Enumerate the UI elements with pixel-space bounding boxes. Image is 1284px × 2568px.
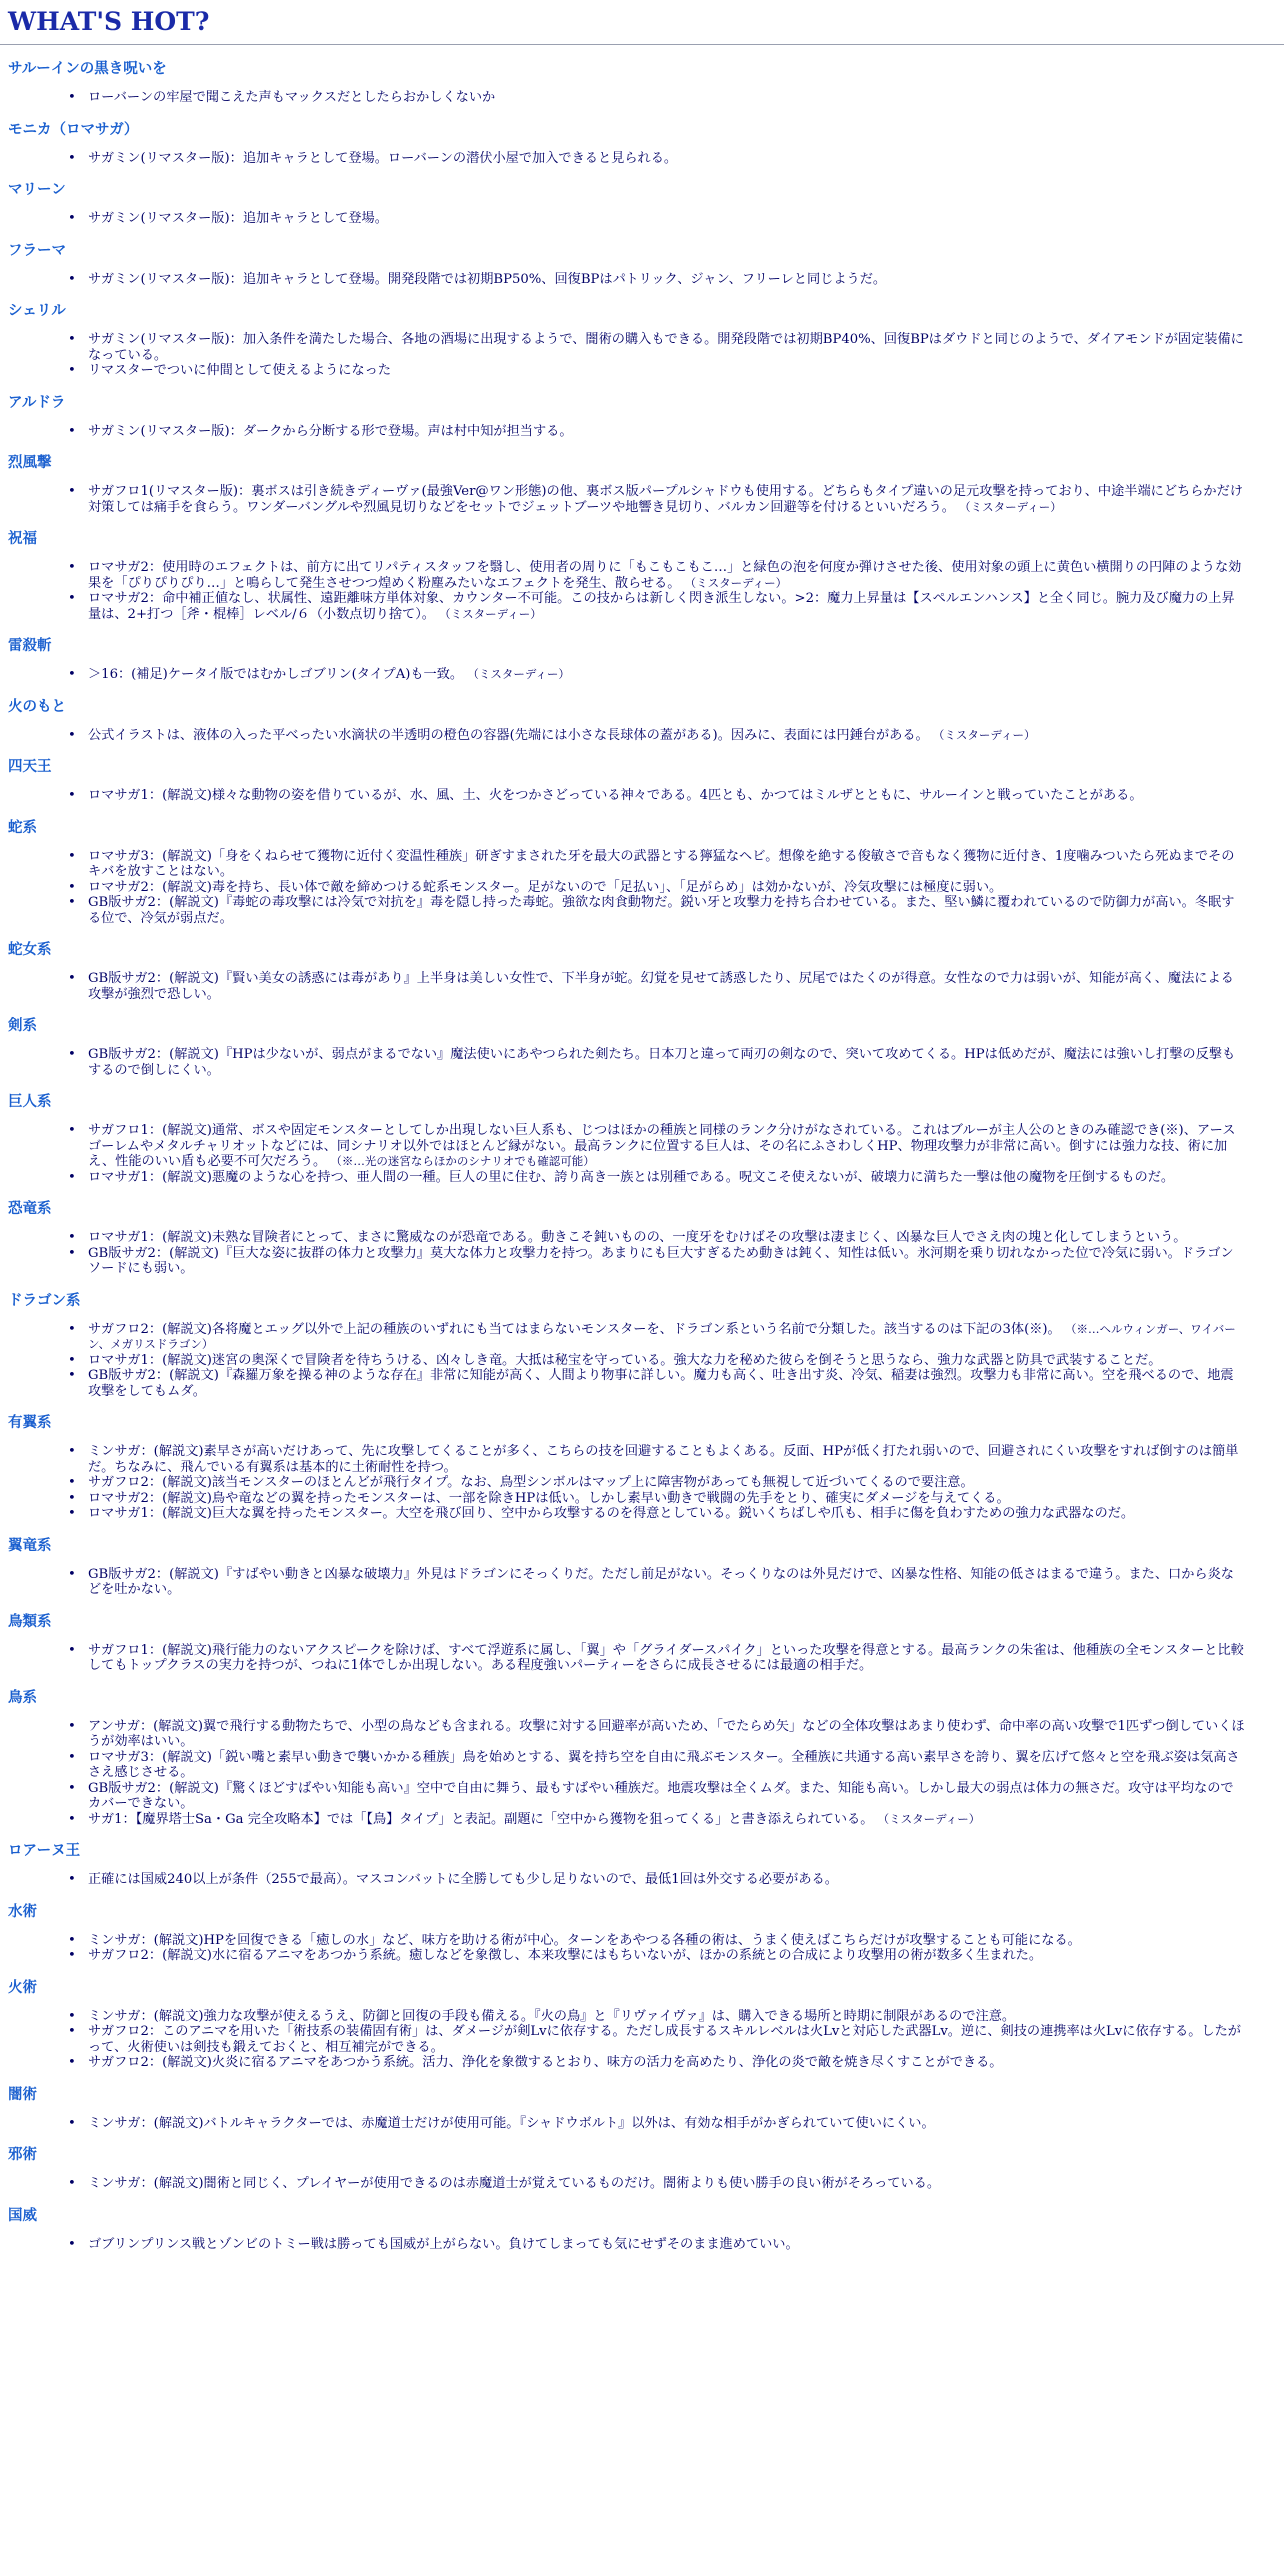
entry-text: ＞16：(補足)ケータイ版ではむかしゴブリン(タイプA)も一致。 bbox=[88, 667, 464, 682]
entry-list bbox=[8, 1933, 1276, 1964]
entry-item bbox=[8, 667, 1276, 683]
entry-text: GB版サガ2：(解説文)『毒蛇の毒攻撃には冷気で対抗を』毒を隠し持った毒蛇。強欲な肉食動物だ。鋭い牙と攻撃力を持ち合わせている。また、堅い鱗に覆われているので防御力が高い。冬眠する位で、冷気が弱点だ。 bbox=[88, 895, 1235, 926]
entry-item bbox=[8, 2024, 1276, 2055]
section-heading[interactable]: 火のもと bbox=[8, 698, 66, 715]
entry-text: GB版サガ2：(解説文)『HPは少ないが、弱点がまるでない』魔法使いにあやつられた剣たち。日本刀と違って両刃の剣なので、突いて攻めてくる。HPは低めだが、魔法には強いし打撃の反撃もするので倒しにくい。 bbox=[88, 1047, 1236, 1078]
entry-source: （ミスターディー） bbox=[467, 667, 570, 681]
entry-item bbox=[8, 971, 1276, 1002]
entry-text: サガフロ2：(解説文)火炎に宿るアニマをあつかう系統。活力、浄化を象徴するとおり、味方の活力を高めたり、浄化の炎で敵を焼き尽くすことができる。 bbox=[88, 2055, 1003, 2070]
entry-list bbox=[8, 1322, 1276, 1400]
entry-text: サガミン(リマスター版)：追加キャラとして登場。 bbox=[88, 211, 388, 226]
section-heading[interactable]: 闇術 bbox=[8, 2086, 37, 2103]
entry-item bbox=[8, 1781, 1276, 1812]
entry-text: ロマサガ2：命中補正値なし、状属性、遠距離味方単体対象、カウンター不可能。この技からは新しく閃き派生しない。>2：魔力上昇量は【スペルエンハンス】と全く同じ。腕力及び魔力の上昇量は、2+打つ［斧・棍棒］レベル/６（小数点切り捨て）。 bbox=[88, 591, 1235, 622]
entry-item bbox=[8, 2055, 1276, 2071]
entry-text: ロマサガ2：使用時のエフェクトは、前方に出てリパティスタッフを翳し、使用者の周りに「もこもこもこ…」と緑色の泡を何度か弾けさせた後、使用対象の頭上に黄色い横開りの円陣のような効果を「ぴりぴりぴり…」と鳴らして発生させつつ煌めく粉塵みたいなエフェクトを発生、散らせる。 bbox=[88, 560, 1242, 591]
entry-list bbox=[8, 1719, 1276, 1828]
entry-item bbox=[8, 1948, 1276, 1964]
entry-list bbox=[8, 1123, 1276, 1185]
entry-source: （ミスターディー） bbox=[959, 499, 1062, 514]
entry-item bbox=[8, 211, 1276, 227]
section bbox=[8, 1974, 1276, 2071]
entry-item bbox=[8, 1047, 1276, 1078]
section-heading[interactable]: 火術 bbox=[8, 1979, 37, 1996]
entry-source: （※…光の迷宮ならほかのシナリオでも確認可能） bbox=[330, 1154, 595, 1168]
section-heading[interactable]: 蛇系 bbox=[8, 819, 37, 836]
entry-text: リマスターでついに仲間として使えるようになった bbox=[88, 363, 392, 378]
section-heading[interactable]: 巨人系 bbox=[8, 1094, 52, 1110]
section bbox=[8, 1608, 1276, 1674]
entry-item bbox=[8, 1812, 1276, 1828]
section-heading[interactable]: 四天王 bbox=[8, 759, 52, 775]
entry-item bbox=[8, 1322, 1276, 1353]
entry-list bbox=[8, 2116, 1276, 2132]
entry-text: GB版サガ2：(解説文)『驚くほどすばやい知能も高い』空中で自由に舞う、最もすばやい種族だ。地震攻撃は全くムダ。また、知能も高い。しかし最大の弱点は体力の無さだ。攻守は平均なのでカバーできない。 bbox=[88, 1780, 1234, 1811]
section bbox=[8, 297, 1276, 379]
entry-list bbox=[8, 849, 1276, 927]
entry-text: GB版サガ2：(解説文)『巨大な姿に抜群の体力と攻撃力』莫大な体力と攻撃力を持つ。あまりにも巨大すぎるため動きは鈍く、知性は低い。氷河期を乗り切れなかった位で冷気に弱い。ドラゴンソードにも弱い。 bbox=[88, 1245, 1234, 1276]
entry-text: ミンサガ：(解説文)闇術と同じく、プレイヤーが使用できるのは赤魔道士が覚えているものだけ。闇術よりも使い勝手の良い術がそろっている。 bbox=[88, 2176, 941, 2191]
section-heading[interactable]: 国威 bbox=[8, 2207, 37, 2224]
section bbox=[8, 449, 1276, 515]
entry-item bbox=[8, 591, 1276, 622]
entry-text: ロマサガ2：(解説文)毒を持ち、長い体で敵を締めつける蛇系モンスター。足がないので「足払い」、「足がらめ」は効かないが、冷気攻撃には極度に弱い。 bbox=[88, 879, 1003, 895]
entry-item bbox=[8, 1444, 1276, 1475]
entry-item bbox=[8, 2009, 1276, 2025]
entry-item bbox=[8, 1170, 1276, 1186]
entry-list bbox=[8, 151, 1276, 167]
section-heading[interactable]: モニカ（ロマサガ） bbox=[8, 121, 139, 138]
entry-text: ミンサガ：(解説文)HPを回復できる「癒しの水」など、味方を助ける術が中心。ターンをあやつる各種の術は、うまく使えばこちらだけが攻撃することも可能になる。 bbox=[88, 1932, 1081, 1948]
section-heading[interactable]: 祝福 bbox=[8, 531, 37, 547]
entry-text: サガフロ1(リマスター版)：裏ボスは引き続きディーヴァ(最強Ver@ワン形態)の他、裏ボス版パープルシャドウも使用する。どちらもタイプ違いの足元攻撃を持っており、中途半端にどちらかだけ対策しては痛手を食らう。ワンダーバングルや烈風見切りなどをセットでジェットブーツや地響き見切り、バルカン回避等を付けるといいだろう。 bbox=[88, 484, 1243, 515]
entry-text: サガフロ2：このアニマを用いた「術技系の装備固有術」は、ダメージが剣Lvに依存する。ただし成長するスキルレベルは火Lvと対応した武器Lv。逆に、剣技の連携率は火Lvに依存する。したがって、火術使いは剣技も鍛えておくと、相互補完ができる。 bbox=[88, 2024, 1241, 2055]
entry-item bbox=[8, 2176, 1276, 2192]
section bbox=[8, 1898, 1276, 1964]
entry-list bbox=[8, 484, 1276, 515]
entry-item bbox=[8, 272, 1276, 288]
section-heading[interactable]: ドラゴン系 bbox=[8, 1292, 81, 1309]
entry-text: ロマサガ1：(解説文)未熟な冒険者にとって、まさに驚威なのが恐竜である。動きこそ鈍いものの、一度牙をむけばその攻撃は凄まじく、凶暴な巨人でさえ肉の塊と化してしまうという。 bbox=[88, 1230, 1187, 1245]
entry-list bbox=[8, 272, 1276, 288]
section bbox=[8, 1195, 1276, 1277]
page-title: WHAT'S HOT? bbox=[8, 7, 210, 36]
entry-list bbox=[8, 424, 1276, 440]
entry-list bbox=[8, 2176, 1276, 2192]
entry-item bbox=[8, 424, 1276, 440]
entry-item bbox=[8, 2116, 1276, 2132]
entry-list bbox=[8, 1444, 1276, 1522]
section bbox=[8, 814, 1276, 927]
entry-source: （※…ヘルウィンガー、ワイバーン、メガリスドラゴン） bbox=[88, 1321, 1236, 1351]
section-heading[interactable]: 鳥系 bbox=[8, 1689, 37, 1706]
section bbox=[8, 1287, 1276, 1400]
section bbox=[8, 2081, 1276, 2132]
section bbox=[8, 1684, 1276, 1828]
section-heading[interactable]: 有翼系 bbox=[8, 1415, 52, 1431]
entry-source: （ミスターディー） bbox=[877, 1811, 981, 1826]
entry-text: GB版サガ2：(解説文)『すばやい動きと凶暴な破壊力』外見はドラゴンにそっくりだ。ただし前足がない。そっくりなのは外見だけで、凶暴な性格、知能の低さはまるで違う。また、口から炎などを吐かない。 bbox=[88, 1566, 1234, 1597]
entry-list bbox=[8, 788, 1276, 804]
entry-list bbox=[8, 90, 1276, 106]
entry-item bbox=[8, 363, 1276, 379]
entry-text: GB版サガ2：(解説文)『賢い美女の誘惑には毒があり』上半身は美しい女性で、下半身が蛇。幻覚を見せて誘惑したり、尻尾ではたくのが得意。女性なので力は弱いが、知能が高く、魔法による攻撃が強烈で恐しい。 bbox=[88, 971, 1234, 1002]
section bbox=[8, 693, 1276, 744]
section-heading[interactable]: ロアーヌ王 bbox=[8, 1843, 81, 1859]
section bbox=[8, 2141, 1276, 2192]
entry-list bbox=[8, 2237, 1276, 2253]
entry-text: サガミン(リマスター版)：追加キャラとして登場。開発段階では初期BP50%、回復BPはパトリック、ジャン、フリーレと同じようだ。 bbox=[88, 271, 887, 287]
entry-item bbox=[8, 1933, 1276, 1949]
entry-source: （ミスターディー） bbox=[684, 575, 788, 590]
entry-item bbox=[8, 2237, 1276, 2253]
entry-text: ローバーンの牢屋で聞こえた声もマックスだとしたらおかしくないか bbox=[88, 90, 496, 105]
entry-source: （ミスターディー） bbox=[932, 727, 1036, 742]
entry-item bbox=[8, 1491, 1276, 1507]
entry-item bbox=[8, 1506, 1276, 1522]
title-divider bbox=[0, 44, 1284, 45]
entry-text: ミンサガ：(解説文)バトルキャラクターでは、赤魔道士だけが使用可能。『シャドウボルト』以外は、有効な相手がかぎられていて使いにくい。 bbox=[88, 2115, 935, 2131]
entry-text: サガミン(リマスター版)：ダークから分断する形で登場。声は村中知が担当する。 bbox=[88, 423, 573, 439]
entry-text: GB版サガ2：(解説文)『森羅万象を操る神のような存在』非常に知能が高く、人間より物事に詳しい。魔力も高く、吐き出す炎、冷気、稲妻は強烈。攻撃力も非常に高い。空を飛べるので、地震攻撃をしてもムダ。 bbox=[88, 1368, 1234, 1399]
entry-text: ロマサガ1：(解説文)巨大な翼を持ったモンスター。大空を飛び回り、空中から攻撃するのを得意としている。鋭いくちばしや爪も、相手に傷を負わすための強力な武器なのだ。 bbox=[88, 1506, 1135, 1521]
entry-list bbox=[8, 728, 1276, 744]
entry-list bbox=[8, 560, 1276, 622]
entry-source: （ミスターディー） bbox=[439, 606, 542, 621]
section bbox=[8, 1088, 1276, 1185]
entry-item bbox=[8, 484, 1276, 515]
entry-text: サガフロ2：(解説文)該当モンスターのほとんどが飛行タイプ。なお、鳥型シンボルはマップ上に障害物があっても無視して近づいてくるので要注意。 bbox=[88, 1475, 974, 1490]
section-heading[interactable]: シェリル bbox=[8, 303, 66, 319]
section bbox=[8, 525, 1276, 622]
section bbox=[8, 55, 1276, 106]
entry-item bbox=[8, 1567, 1276, 1598]
entry-list bbox=[8, 1872, 1276, 1888]
section bbox=[8, 237, 1276, 288]
entry-item bbox=[8, 1719, 1276, 1750]
section bbox=[8, 1012, 1276, 1078]
section-heading[interactable]: 邪術 bbox=[8, 2147, 37, 2163]
entry-item bbox=[8, 332, 1276, 363]
section bbox=[8, 116, 1276, 167]
section-heading[interactable]: 翼竜系 bbox=[8, 1537, 52, 1554]
entry-item bbox=[8, 895, 1276, 926]
entry-text: 正確には国威240以上が条件（255で最高）。マスコンバットに全勝しても少し足りないので、最低1回は外交する必要がある。 bbox=[88, 1872, 838, 1887]
section bbox=[8, 936, 1276, 1002]
entry-item bbox=[8, 1368, 1276, 1399]
section-heading[interactable]: フラーマ bbox=[8, 242, 66, 259]
entry-item bbox=[8, 90, 1276, 106]
entry-list bbox=[8, 971, 1276, 1002]
entry-item bbox=[8, 1475, 1276, 1491]
section bbox=[8, 2202, 1276, 2253]
entry-text: アンサガ：(解説文)翼で飛行する動物たちで、小型の鳥なども含まれる。攻撃に対する回避率が高いため、「でたらめ矢」などの全体攻撃はあまり使わず、命中率の高い攻撃で1匹ずつ倒していくほうが効率はいい。 bbox=[88, 1718, 1245, 1749]
entry-item bbox=[8, 728, 1276, 744]
section-heading[interactable]: サルーインの黒き呪いを bbox=[8, 61, 167, 77]
entry-item bbox=[8, 1353, 1276, 1369]
entry-list bbox=[8, 332, 1276, 379]
entry-list bbox=[8, 2009, 1276, 2071]
section-heading[interactable]: マリーン bbox=[8, 182, 66, 198]
entry-text: サガ1：【魔界塔士Sa・Ga 完全攻略本】では「【鳥】タイプ」と表記。副題に「空中から獲物を狙ってくる」と書き添えられている。 bbox=[88, 1811, 874, 1827]
section-heading[interactable]: 蛇女系 bbox=[8, 942, 52, 958]
section bbox=[8, 632, 1276, 683]
entry-list bbox=[8, 1230, 1276, 1277]
entry-text: サガフロ2：(解説文)各将魔とエッグ以外で上記の種族のいずれにも当てはまらないモンスターを、ドラゴン系という名前で分類した。該当するのは下記の3体(※)。 bbox=[88, 1321, 1061, 1337]
section-heading[interactable]: 雷殺斬 bbox=[8, 638, 52, 654]
entry-item bbox=[8, 1643, 1276, 1674]
entry-list bbox=[8, 667, 1276, 683]
section bbox=[8, 1532, 1276, 1598]
entry-text: ロマサガ1：(解説文)悪魔のような心を持つ、亜人間の一種。巨人の里に住む、誇り高き一族とは別種である。呪文こそ使えないが、破壊力に満ちた一撃は他の魔物を圧倒するものだ。 bbox=[88, 1169, 1175, 1185]
entry-list bbox=[8, 1643, 1276, 1674]
entry-text: ロマサガ3：(解説文)「鋭い嘴と素早い動きで襲いかかる種族」鳥を始めとする、翼を持ち空を自由に飛ぶモンスター。全種族に共通する高い素早さを誇り、翼を広げて悠々と空を飛ぶ姿は気高ささえ感じさせる。 bbox=[88, 1749, 1240, 1780]
entry-item bbox=[8, 560, 1276, 591]
entry-text: ロマサガ1：(解説文)様々な動物の姿を借りているが、水、風、土、火をつかさどっている神々である。4匹とも、かつてはミルザとともに、サルーインと戦っていたことがある。 bbox=[88, 788, 1143, 803]
section-heading[interactable]: 水術 bbox=[8, 1903, 37, 1920]
entry-text: ゴブリンプリンス戦とゾンビのトミー戦は勝っても国威が上がらない。負けてしまっても気にせずそのまま進めていい。 bbox=[88, 2236, 799, 2252]
entry-text: サガミン(リマスター版)：加入条件を満たした場合、各地の酒場に出現するようで、闇術の購入もできる。開発段階では初期BP40%、回復BPはダウドと同じのようで、ダイアモンドが固定装備になっている。 bbox=[88, 332, 1244, 363]
section-heading[interactable]: 鳥類系 bbox=[8, 1613, 52, 1630]
section-heading[interactable]: 剣系 bbox=[8, 1018, 37, 1034]
section bbox=[8, 389, 1276, 440]
section-heading[interactable]: 烈風撃 bbox=[8, 455, 52, 471]
section bbox=[8, 176, 1276, 227]
entry-text: サガミン(リマスター版)：追加キャラとして登場。ローバーンの潜伏小屋で加入できると見られる。 bbox=[88, 150, 678, 166]
entry-text: サガフロ1：(解説文)通常、ボスや固定モンスターとしてしか出現しない巨人系も、じつはほかの種族と同様のランク分けがなされている。これはブルーが主人公のときのみ確認でき(※)、アースゴーレムやメタルチャリオットなどには、同シナリオ以外ではほとんど縁がない。最高ランクに位置する巨人は、その名にふさわしくHP、物理攻撃力が非常に高い。倒すには強力な技、術に加え、性能のいい盾も必要不可欠だろう。 bbox=[88, 1123, 1236, 1169]
section-heading[interactable]: 恐竜系 bbox=[8, 1201, 52, 1217]
section bbox=[8, 753, 1276, 804]
section bbox=[8, 1837, 1276, 1888]
entry-text: ミンサガ：(解説文)強力な攻撃が使えるうえ、防御と回復の手段も備える。『火の鳥』と『リヴァイヴァ』は、購入できる場所と時期に制限があるので注意。 bbox=[88, 2008, 1016, 2024]
section bbox=[8, 1409, 1276, 1522]
section-list bbox=[0, 55, 1284, 2252]
entry-item bbox=[8, 1230, 1276, 1246]
entry-text: ロマサガ3：(解説文)「身をくねらせて獲物に近付く変温性種族」研ぎすまされた牙を最大の武器とする獰猛なヘビ。想像を絶する俊敏さで音もなく獲物に近付き、1度噛みついたら死ぬまでそのキバを放すことはない。 bbox=[88, 848, 1235, 879]
entry-text: ロマサガ2：(解説文)鳥や竜などの翼を持ったモンスターは、一部を除きHPは低い。しかし素早い動きで戦闘の先手をとり、確実にダメージを与えてくる。 bbox=[88, 1490, 1010, 1506]
entry-item bbox=[8, 849, 1276, 880]
entry-item bbox=[8, 151, 1276, 167]
entry-text: ミンサガ：(解説文)素早さが高いだけあって、先に攻撃してくることが多く、こちらの技を回避することもよくある。反面、HPが低く打たれ弱いので、回避されにくい攻撃をすれば倒すのは簡単だ。ちなみに、飛んでいる有翼系は基本的に土術耐性を持つ。 bbox=[88, 1444, 1239, 1475]
entry-text: ロマサガ1：(解説文)迷宮の奥深くで冒険者を待ちうける、凶々しき竜。大抵は秘宝を守っている。強大な力を秘めた彼らを倒そうと思うなら、強力な武器と防具で武装することだ。 bbox=[88, 1352, 1162, 1368]
entry-list bbox=[8, 1567, 1276, 1598]
entry-item bbox=[8, 788, 1276, 804]
entry-item bbox=[8, 1750, 1276, 1781]
entry-item bbox=[8, 880, 1276, 896]
entry-list bbox=[8, 211, 1276, 227]
entry-text: 公式イラストは、液体の入った平べったい水滴状の半透明の橙色の容器(先端には小さな長球体の蓋がある)。因みに、表面には円錘台がある。 bbox=[88, 727, 929, 743]
entry-list bbox=[8, 1047, 1276, 1078]
section-heading[interactable]: アルドラ bbox=[8, 394, 66, 411]
entry-item bbox=[8, 1123, 1276, 1170]
entry-item bbox=[8, 1246, 1276, 1277]
entry-text: サガフロ1：(解説文)飛行能力のないアクスピークを除けば、すべて浮遊系に属し、「翼」や「グライダースパイク」といった攻撃を得意とする。最高ランクの朱雀は、他種族の全モンスターと比較してもトップクラスの実力を持つが、つねに1体でしか出現しない。ある程度強いパーティーをさらに成長させるには最適の相手だ。 bbox=[88, 1642, 1244, 1673]
entry-item bbox=[8, 1872, 1276, 1888]
entry-text: サガフロ2：(解説文)水に宿るアニマをあつかう系統。癒しなどを象徴し、本来攻撃にはもちいないが、ほかの系統との合成により攻撃用の術が数多く生まれた。 bbox=[88, 1948, 1043, 1963]
